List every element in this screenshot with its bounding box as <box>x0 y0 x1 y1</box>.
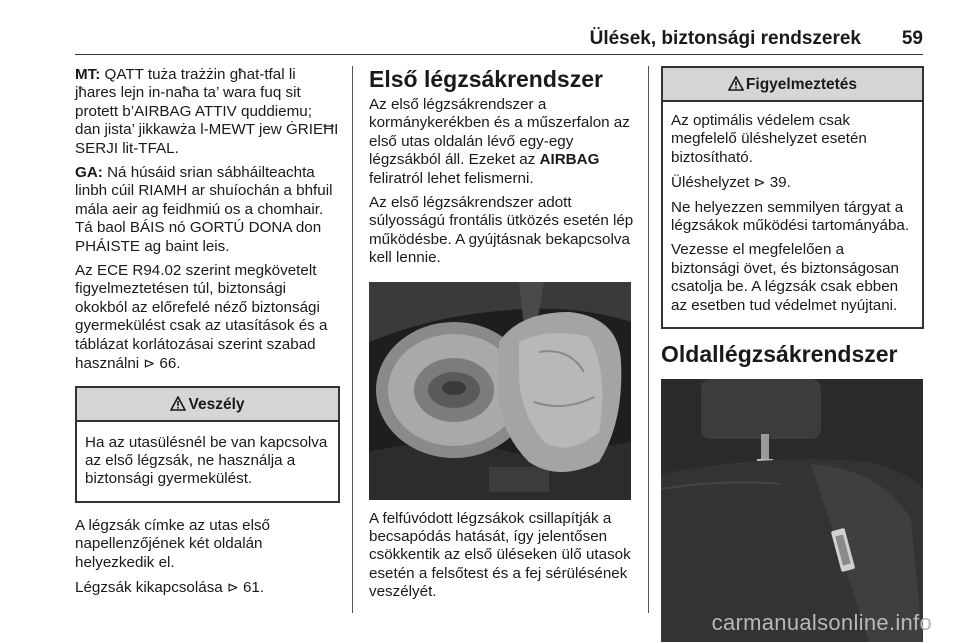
section-heading-side-airbag: Oldallégzsákrendszer <box>661 341 898 368</box>
warning-p4: Vezesse el megfelelően a biztonsági övet, és biztonságosan csatolja be. A légzsák csak ebben az esetben tud védelmet nyújtani. <box>671 241 899 314</box>
danger-box <box>75 386 340 503</box>
page-number: 59 <box>901 28 923 49</box>
warning-box-header <box>663 68 922 102</box>
inflated-airbags-image <box>369 282 631 500</box>
warning-title: Figyelmeztetés <box>745 76 858 93</box>
paragraph-ece <box>75 262 340 373</box>
ece-text: Az ECE R94.02 szerint megkövetelt figyelmeztetésen túl, biztonsági okokból az előrefelé néző biztonsági gyermekülést csak az utasítások és a táblázat korlátozásai szerint szabad használni <box>75 262 328 373</box>
column-divider-1 <box>352 66 353 613</box>
warning-triangle-icon <box>170 396 186 411</box>
warning-triangle-icon <box>728 76 744 91</box>
warning-box-body <box>663 102 922 327</box>
page-ref-arrow-icon: ⊳ <box>143 355 156 372</box>
paragraph-front-airbag-activation: Az első légzsákrendszer adott súlyosságú frontális ütközés esetén lép működésbe. A gyújtásnak bekapcsolva kell lennie. <box>369 194 634 267</box>
ga-text: Ná húsáid srian sábháilteachta linbh cúil RIAMH ar shuíochán a bhfuil mála aeir ag feidhmiú os a chomhair. Tá baol BÁIS nó GORTÚ DONA don PHÁISTE ag baint leis. <box>75 164 333 255</box>
column-3 <box>661 66 924 642</box>
paragraph-front-airbag-intro <box>369 96 635 188</box>
warning-p3: Ne helyezzen semmilyen tárgyat a légzsákok működési tartományába. <box>671 198 910 235</box>
warning-p2 <box>671 173 914 192</box>
paragraph-ga <box>75 164 340 256</box>
warning-box <box>661 66 924 329</box>
intro-text: Az első légzsákrendszer a kormánykerékben és a műszerfalon az első utas oldalán lévő egy-egy légzsákból áll. Ezeket az <box>369 96 630 169</box>
paragraph-deactivation <box>75 578 340 597</box>
side-airbag-seat-image <box>661 379 923 642</box>
ece-ref[interactable]: 66. <box>159 355 181 373</box>
section-heading-front-airbag: Első légzsákrendszer <box>369 66 603 92</box>
intro-end: feliratról lehet felismerni. <box>369 169 534 187</box>
page-ref-arrow-icon: ⊳ <box>753 174 766 191</box>
paragraph-label-location: A légzsák címke az utas első napellenzőjének két oldalán helyezkedik el. <box>75 516 270 571</box>
header-title: Ülések, biztonsági rendszerek <box>589 28 861 49</box>
page-ref-arrow-icon: ⊳ <box>226 578 239 595</box>
deactivation-ref[interactable]: 61. <box>242 578 265 596</box>
paragraph-front-airbag-effect: A felfúvódott légzsákok csillapítják a becsapódás hatását, így jelentősen csökkentik az első üléseken ülő utasok esetén a felsőtest és a fej sérülésének veszélyét. <box>369 509 631 601</box>
warning-p1: Az optimális védelem csak megfelelő üléshelyzet esetén biztosítható. <box>671 112 867 166</box>
danger-text: Ha az utasülésnél be van kapcsolva az első légzsák, ne használja a biztonsági gyermekülést. <box>85 433 328 488</box>
column-1 <box>75 66 340 603</box>
column-divider-2 <box>648 66 649 613</box>
danger-box-body <box>77 422 338 501</box>
page-header <box>75 22 923 52</box>
danger-box-header <box>77 388 338 422</box>
header-rule <box>75 54 923 55</box>
airbag-label: AIRBAG <box>539 151 600 169</box>
deactivation-text: Légzsák kikapcsolása <box>75 578 223 596</box>
seat-position-text: Üléshelyzet <box>671 174 750 192</box>
ga-label: GA: <box>75 164 103 182</box>
mt-text: QATT tuża trażżin għat-tfal li jħares lejn in-naħa ta’ wara fuq sit protett b’AIRBAG ATTIV quddiemu; dan jista’ jikkawża l-MEWT jew ĠRIEĦI SERJI lit-TFAL. <box>75 66 339 157</box>
mt-label: MT: <box>75 66 101 83</box>
column-2 <box>369 66 635 608</box>
paragraph-mt <box>75 66 340 158</box>
danger-title: Veszély <box>188 395 245 413</box>
seat-position-ref[interactable]: 39. <box>769 174 791 192</box>
watermark: carmanualsonline.info <box>711 610 932 635</box>
